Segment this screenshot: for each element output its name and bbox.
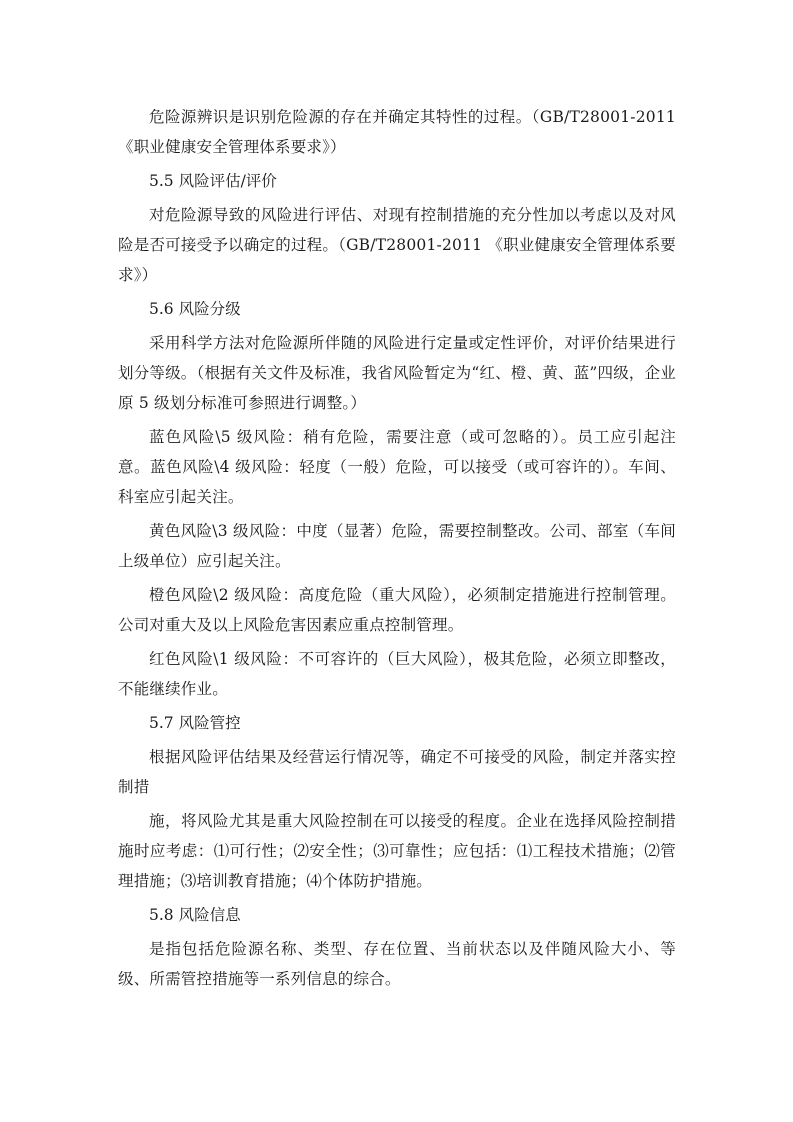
paragraph-risk-assessment-definition: 对危险源导致的风险进行评估、对现有控制措施的充分性加以考虑以及对风险是否可接受予以确定的过程。（GB/T28001-2011 《职业健康安全管理体系要求》） xyxy=(118,206,676,284)
paragraph-risk-control-measures: 施，将风险尤其是重大风险控制在可以接受的程度。企业在选择风险控制措施时应考虑：⑴可行性；⑵安全性；⑶可靠性；应包括：⑴工程技术措施；⑵管理措施；⑶培训教育措施；⑷个体防护措施。 xyxy=(118,812,676,890)
paragraph-red-risk-level: 红色风险\1 级风险：不可容许的（巨大风险），极其危险，必须立即整改，不能继续作业。 xyxy=(118,650,676,698)
paragraph-risk-control-intro: 根据风险评估结果及经营运行情况等，确定不可接受的风险，制定并落实控制措 xyxy=(118,748,676,796)
paragraph-risk-grading-definition: 采用科学方法对危险源所伴随的风险进行定量或定性评价，对评价结果进行划分等级。（根据有关文件及标准，我省风险暂定为“红、橙、黄、蓝”四级，企业原 5 级划分标准可参照进行调整。） xyxy=(118,334,677,412)
paragraph-blue-risk-levels: 蓝色风险\5 级风险：稍有危险，需要注意（或可忽略的）。员工应引起注意。蓝色风险\4 级风险：轻度（一般）危险，可以接受（或可容许的）。车间、科室应引起关注。 xyxy=(118,428,676,506)
section-heading-5-6: 5.6 风险分级 xyxy=(149,300,241,318)
paragraph-orange-risk-level: 橙色风险\2 级风险：高度危险（重大风险），必须制定措施进行控制管理。公司对重大及以上风险危害因素应重点控制管理。 xyxy=(118,586,676,634)
section-heading-5-8: 5.8 风险信息 xyxy=(149,906,241,924)
document-page xyxy=(118,102,676,998)
section-heading-5-7: 5.7 风险管控 xyxy=(149,714,241,732)
paragraph-yellow-risk-level: 黄色风险\3 级风险：中度（显著）危险，需要控制整改。公司、部室（车间上级单位）应引起关注。 xyxy=(118,522,676,570)
paragraph-hazard-identification-definition: 危险源辨识是识别危险源的存在并确定其特性的过程。（GB/T28001-2011《职业健康安全管理体系要求》） xyxy=(118,108,676,156)
section-heading-5-5: 5.5 风险评估/评价 xyxy=(149,172,277,190)
paragraph-risk-information-definition: 是指包括危险源名称、类型、存在位置、当前状态以及伴随风险大小、等级、所需管控措施等一系列信息的综合。 xyxy=(118,940,676,988)
